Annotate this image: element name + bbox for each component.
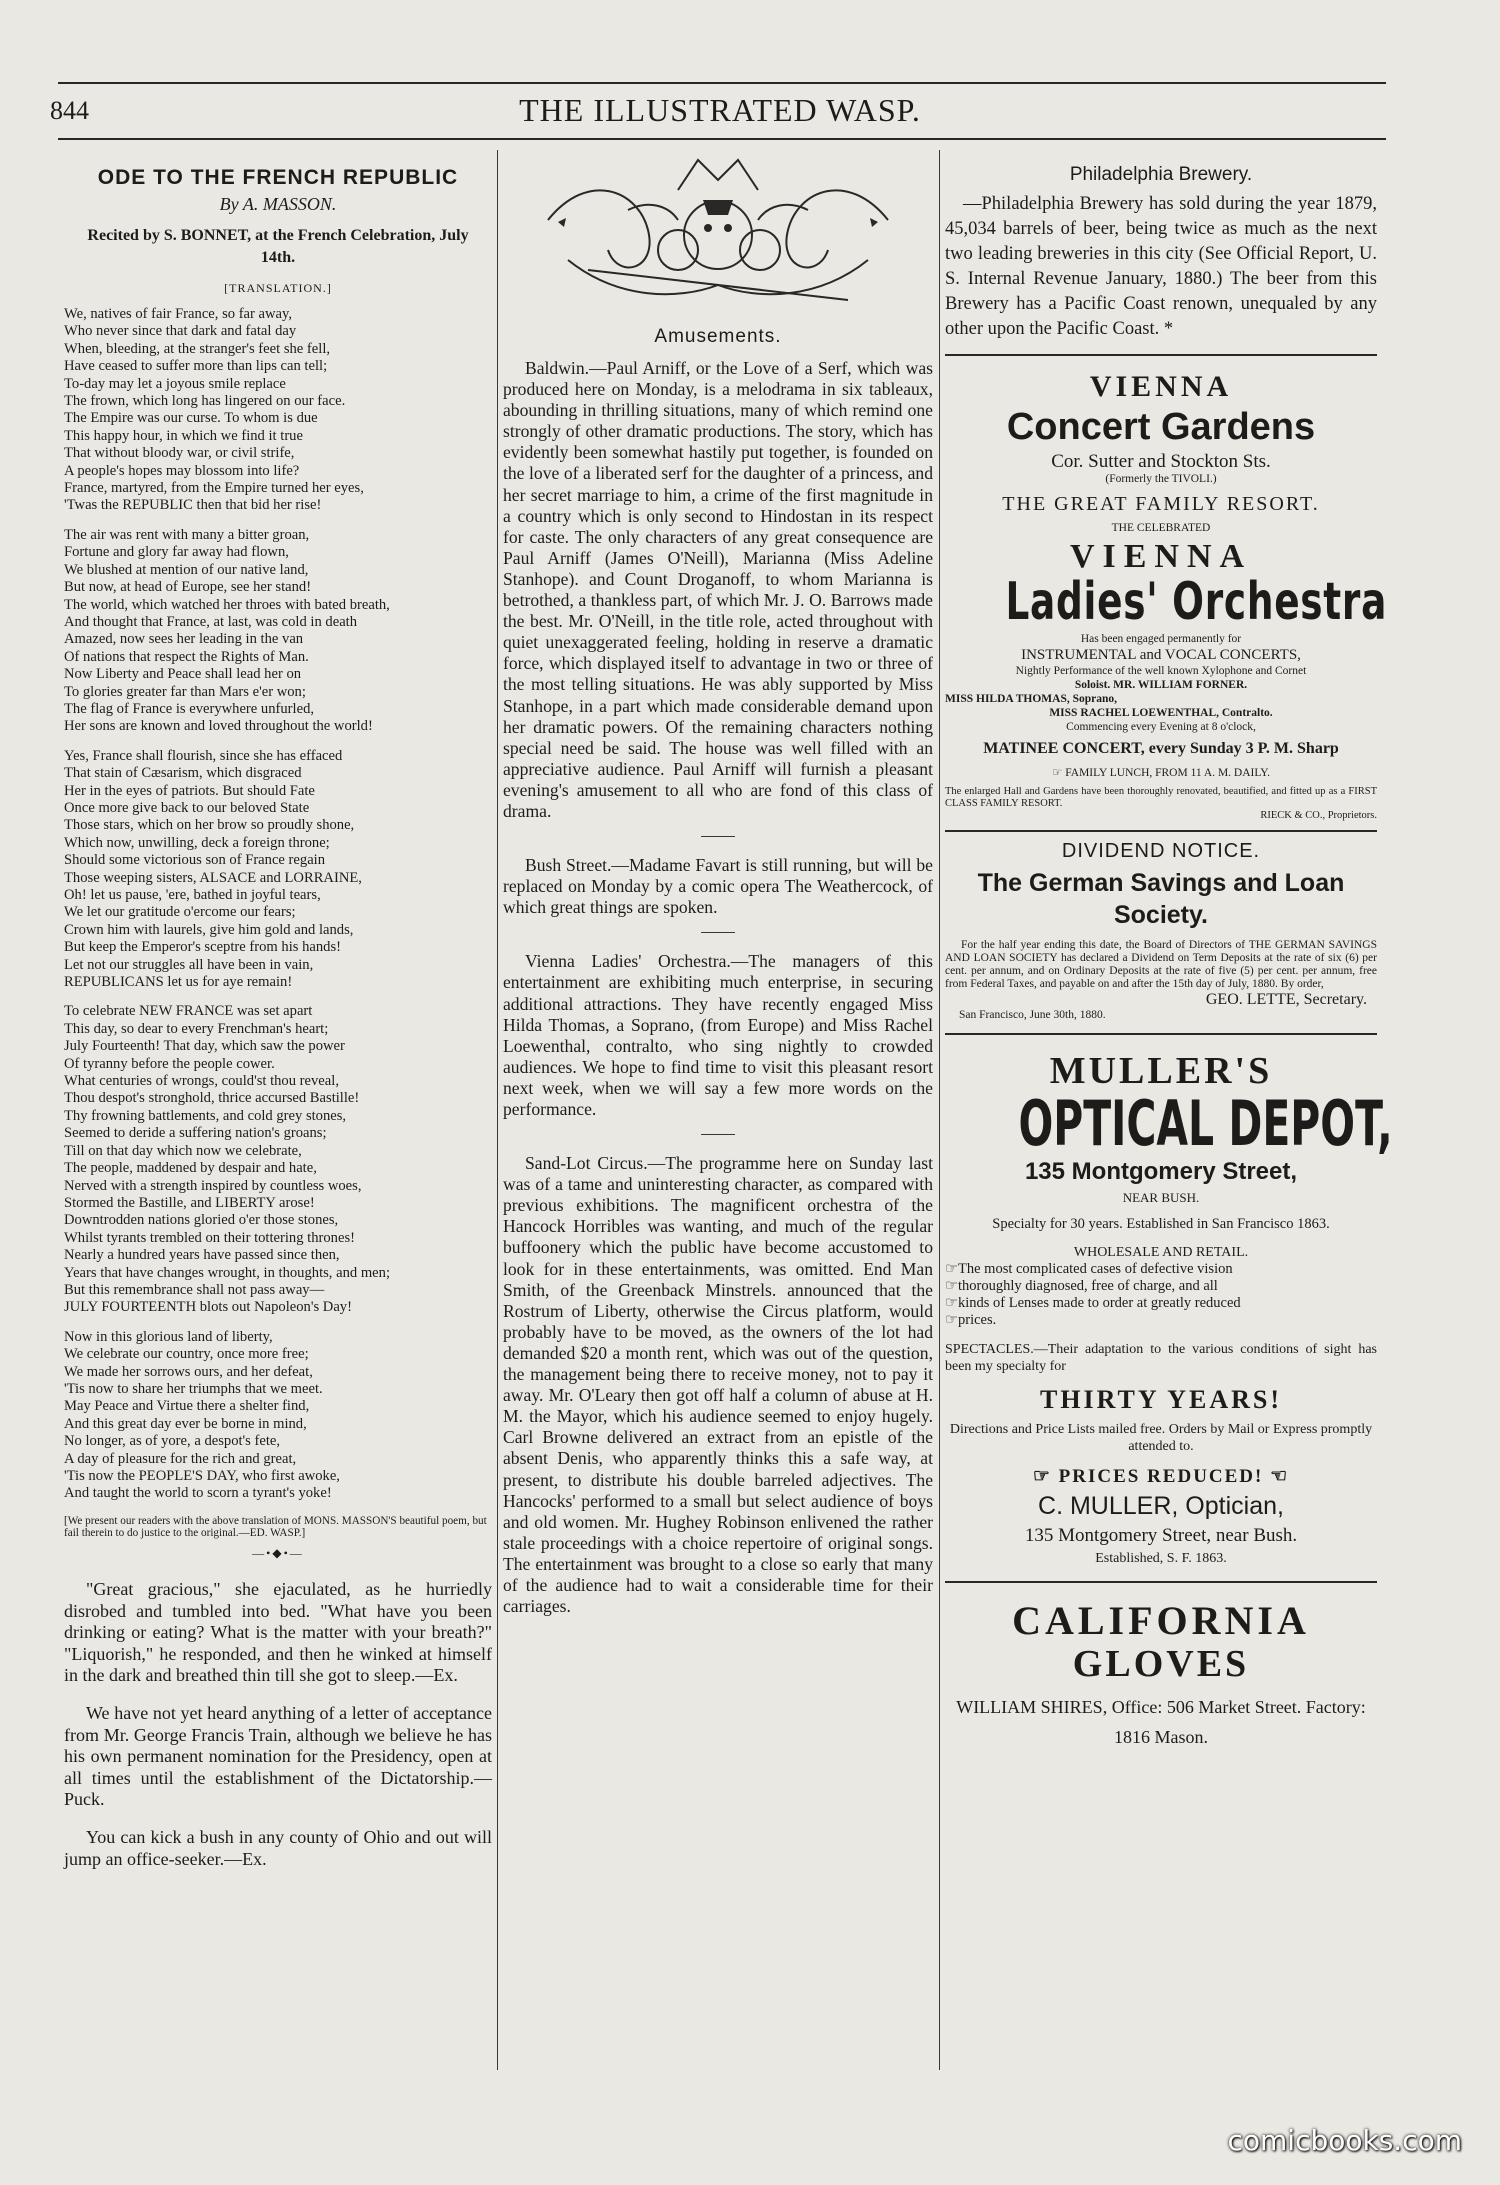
column-middle <box>503 150 933 1629</box>
gloves-heading: GLOVES <box>1072 1643 1250 1685</box>
poem-line: What centuries of wrongs, could'st thou reveal, <box>64 1073 339 1090</box>
poem-line: Downtrodden nations gloried o'er those stones, <box>64 1212 339 1229</box>
column-divider <box>939 150 940 2070</box>
amusements-title: Amusements. <box>654 326 782 347</box>
spectacles-line: SPECTACLES.—Their adaptation to the various conditions of sight has been my specialty for <box>945 1342 1377 1374</box>
bullet-line: ☞thoroughly diagnosed, free of charge, and all <box>945 1278 1218 1294</box>
amusement-paragraph: Sand-Lot Circus.—The programme here on Sunday last was of a tame and uninteresting character, as compared with previous exhibitions. The magnificent orchestra of the Hancock Horribles was wanting, and much of the regular buffoonery which the public have become accustomed to look for in these entertainments, was omitted. End Man Smith, of the Greenback Minstrels. announced that the Rostrum of Liberty, otherwise the Circus platform, would probably have to be moved, as the owners of the lot had demanded $20 a month rent, which was out of the question, the management being there to receive money, not to pay it away. Mr. O'Leary then got off half a column of abuse at H. M. the Mayor, which his audience seemed to enjoy hugely. Carl Browne delivered an extract from an epistle of the absent Denis, who apparently thinks this a safe way, at present, to distribute his double barreled adjectives. The Hancocks' performed to a small but select audience of boys and old women. Mr. Hughey Robinson enlivened the rather stale proceedings with a choice repertoire of original songs. The entertainment was brought to a close so early that many of the audience had to wait a considerable time for their carriages. <box>503 1153 933 1617</box>
poem-line: Those weeping sisters, ALSACE and LORRAINE, <box>64 869 362 886</box>
page-number: 844 <box>50 96 89 125</box>
short-rule <box>701 1134 735 1135</box>
vienna-heading: VIENNA <box>1089 370 1233 403</box>
poem-line: That stain of Cæsarism, which disgraced <box>64 765 302 782</box>
poem-line: Oh! let us pause, 'ere, bathed in joyful tears, <box>64 887 321 903</box>
amusement-paragraph: Baldwin.—Paul Arniff, or the Love of a Serf, which was produced here on Monday, is a melodrama in six tableaux, abounding in thrilling situations, many of which remind one strongly of other dramatic productions. The story, which has evidently been somewhat hastily put together, is founded on the love of a liberated serf for the daughter of a princess, and her secret marriage to him, a crime of the first magnitude in a country which is only second to Hindostan in its respect for caste. The only characters of any great consequence are Paul Arniff (James O'Neill), Marianna (Miss Adeline Stanhope). and Count Droganoff, to whom Marianna is betrothed, a thankless part, of which Mr. J. O. Barrows made the best. Mr. O'Neill, in the title role, acted throughout with quiet unexaggerated feeling, holding in reserve a dramatic force, which displayed itself to advantage in two or three of the most telling situations. He was ably supported by Miss Stanhope, in a part which made considerable demand upon her dramatic powers. Of the remaining characters nothing special need be said. The house was well filled with an appreciative audience. Paul Arniff will furnish a pleasant evening's amusement to all who are fond of this class of drama. <box>503 358 933 821</box>
poem-line: When, bleeding, at the stranger's feet she fell, <box>64 340 331 357</box>
column-right <box>945 150 1393 1752</box>
bullet-line: ☞The most complicated cases of defective vision <box>945 1261 1233 1277</box>
dividend-text: For the half year ending this date, the Board of Directors of THE GERMAN SAVINGS AND LOAN SOCIETY has declared a Dividend on Term Deposits at the rate of six (6) per cent. per annum, and on Ordinary Deposits at the rate of five (5) per cent. per annum, free from Federal Taxes, and payable on and after the 15th day of July, 1880. By order, <box>945 939 1377 990</box>
poem-line: Fortune and glory far away had flown, <box>64 544 289 561</box>
ad-rule <box>945 1581 1377 1583</box>
poem-line: A day of pleasure for the rich and great, <box>64 1450 297 1467</box>
brewery-text: —Philadelphia Brewery has sold during the year 1879, 45,034 barrels of beer, being twice as much as the next two leading breweries in this city (See Official Report, U. S. Internal Revenue January, 1880.) The beer from this Brewery has a Pacific Coast renown, unequaled by any other upon the Pacific Coast. * <box>945 194 1377 339</box>
dividend-date: San Francisco, June 30th, 1880. <box>959 1009 1106 1021</box>
page-header <box>50 92 1390 132</box>
nightly-line: Nightly Performance of the well known Xylophone and Cornet <box>1015 665 1307 677</box>
poem-line: Of nations that respect the Rights of Man. <box>64 648 309 665</box>
poem-line: 'Tis now the PEOPLE'S DAY, who first awoke, <box>64 1468 340 1484</box>
poem-line: Have ceased to suffer more than lips can tell; <box>64 358 328 375</box>
poem-stanza <box>64 748 492 992</box>
poem-line: 'Twas the REPUBLIC then that bid her rise! <box>64 497 322 514</box>
poem-line: Now Liberty and Peace shall lead her on <box>64 666 302 683</box>
poem-line: Her sons are known and loved throughout the world! <box>64 718 373 735</box>
poem-stanza <box>64 1329 492 1503</box>
editor-note: [We present our readers with the above translation of MONS. MASSON'S beautiful poem, but fail therein to do justice to the original.—ED. WASP.] <box>64 1514 487 1540</box>
poem-line: To-day may let a joyous smile replace <box>64 375 286 392</box>
poem-line: Those stars, which on her brow so proudly shone, <box>64 817 355 834</box>
california-gloves-ad <box>945 1597 1377 1752</box>
brewery-title: Philadelphia Brewery. <box>1069 164 1253 185</box>
column-left <box>64 150 492 1886</box>
poem-line: The air was rent with many a bitter groan, <box>64 526 310 543</box>
german-society-heading: The German Savings and Loan Society. <box>977 869 1345 929</box>
poem-line: July Fourteenth! That day, which saw the power <box>64 1038 345 1055</box>
vienna-heading-2: VIENNA <box>1069 538 1253 575</box>
poem-line: And thought that France, at last, was cold in death <box>64 613 358 630</box>
bullet-line: ☞kinds of Lenses made to order at greatly reduced <box>945 1295 1241 1311</box>
commencing-line: Commencing every Evening at 8 o'clock, <box>1066 721 1256 733</box>
poem-line: Thy frowning battlements, and cold grey stones, <box>64 1107 347 1124</box>
poem-line: May Peace and Virtue there a shelter find, <box>64 1398 310 1415</box>
poem-line: We made her sorrows ours, and her defeat, <box>64 1363 313 1380</box>
poem-line: Thou despot's stronghold, thrice accursed Bastille! <box>64 1090 360 1107</box>
poem-line: And this great day ever be borne in mind, <box>64 1415 307 1432</box>
poem-line: And taught the world to scorn a tyrant's yoke! <box>64 1485 332 1502</box>
poem-line: The world, which watched her throes with bated breath, <box>64 596 390 613</box>
brewery-notice <box>945 164 1377 342</box>
muller-address: 135 Montgomery Street, near Bush. <box>1024 1525 1298 1546</box>
poem-line: The flag of France is everywhere unfurled, <box>64 700 315 717</box>
poem-title: ODE TO THE FRENCH REPUBLIC <box>97 166 459 189</box>
poem-line: We celebrate our country, once more free; <box>64 1346 309 1363</box>
poem-line: Nerved with a strength inspired by countless woes, <box>64 1177 362 1194</box>
engaged-line: Has been engaged permanently for <box>1080 633 1242 645</box>
poem-line: Once more give back to our beloved State <box>64 799 310 816</box>
poem-line: Let not our struggles all have been in vain, <box>64 956 314 973</box>
poem-stanza <box>64 1003 492 1316</box>
poem-line: The frown, which long has lingered on our face. <box>64 393 346 410</box>
column-divider <box>497 150 498 2070</box>
vienna-formerly: (Formerly the TIVOLI.) <box>1105 473 1217 485</box>
muller-established: Established, S. F. 1863. <box>1095 1551 1227 1566</box>
poem-stanza <box>64 306 492 515</box>
hilda-line: MISS HILDA THOMAS, Soprano, <box>945 693 1118 705</box>
poem-recited: Recited by S. BONNET, at the French Celebration, July 14th. <box>87 227 469 266</box>
california-heading: CALIFORNIA <box>1012 1598 1310 1643</box>
poem-line: Yes, France shall flourish, since she has effaced <box>64 747 343 764</box>
ad-rule <box>945 1033 1377 1035</box>
celebrated: THE CELEBRATED <box>1111 522 1211 534</box>
bullet-line: ☞prices. <box>945 1312 997 1328</box>
enlarged-line: The enlarged Hall and Gardens have been thoroughly renovated, beautified, and fitted up as a FIRST CLASS FAMILY RESORT. <box>945 786 1377 809</box>
watermark: comicbooks.com <box>1227 2124 1462 2157</box>
poem-line: We, natives of fair France, so far away, <box>64 306 293 322</box>
vienna-concert-ad <box>945 370 1388 822</box>
amusement-paragraph: Bush Street.—Madame Favart is still running, but will be replaced on Monday by a comic opera The Weathercock, of which great things are spoken. <box>503 855 933 918</box>
specialty-line: Specialty for 30 years. Established in San Francisco 1863. <box>992 1216 1330 1232</box>
shires-line: WILLIAM SHIRES, Office: 506 Market Street. Factory: 1816 Mason. <box>956 1697 1366 1747</box>
poem-line: We blushed at mention of our native land, <box>64 561 309 578</box>
poem-line: That without bloody war, or civil strife, <box>64 445 295 462</box>
poem-line: REPUBLICANS let us for aye remain! <box>64 974 293 991</box>
ad-rule <box>945 830 1377 832</box>
short-rule <box>701 836 735 837</box>
poem-line: To celebrate NEW FRANCE was set apart <box>64 1003 313 1020</box>
poem-line: Her in the eyes of patriots. But should Fate <box>64 782 315 799</box>
poem-line: But now, at head of Europe, see her stand! <box>64 579 312 596</box>
ornament-divider: —•◆•— <box>252 1546 304 1560</box>
proprietors-line: RIECK & CO., Proprietors. <box>1260 810 1377 821</box>
lunch-line: ☞ FAMILY LUNCH, FROM 11 A. M. DAILY. <box>1052 767 1270 779</box>
poem-line: This happy hour, in which we find it true <box>64 427 303 444</box>
poem-line: We let our gratitude o'ercome our fears; <box>64 904 296 921</box>
muller-optical-ad <box>945 1049 1393 1567</box>
poem-line: Now in this glorious land of liberty, <box>64 1328 273 1345</box>
ornament-illustration-icon <box>528 150 908 320</box>
ladies-orchestra-heading: Ladies' Orchestra <box>1005 572 1388 632</box>
poem-line: To glories greater far than Mars e'er won; <box>64 683 306 700</box>
masthead: THE ILLUSTRATED WASP. <box>519 92 921 128</box>
family-resort: THE GREAT FAMILY RESORT. <box>1002 493 1320 515</box>
poem-line: Should some victorious son of France regain <box>64 852 326 869</box>
poem-line: Seemed to deride a suffering nation's groans; <box>64 1125 327 1142</box>
poem-body <box>64 306 492 1503</box>
rachel-line: MISS RACHEL LOEWENTHAL, Contralto. <box>1049 707 1273 719</box>
dividend-title: DIVIDEND NOTICE. <box>1061 840 1261 862</box>
poem-line: This day, so dear to every Frenchman's heart; <box>64 1020 329 1037</box>
ad-rule <box>945 354 1377 356</box>
poem-line: Nearly a hundred years have passed since then, <box>64 1247 340 1264</box>
poem-stanza <box>64 527 492 736</box>
wholesale-line: WHOLESALE AND RETAIL. <box>1073 1245 1249 1260</box>
soloist-line: Soloist. MR. WILLIAM FORNER. <box>1074 679 1248 691</box>
amusement-paragraph: Vienna Ladies' Orchestra.—The managers of this entertainment are exhibiting much enterprise, in securing additional attractions. They have recently engaged Miss Hilda Thomas, a Soprano, (from Europe) and Miss Rachel Loewenthal, contralto, who sing nightly to crowded audiences. We hope to find time to visit this pleasant resort next week, when we will say a few more words on the performance. <box>503 951 933 1119</box>
dividend-signature: GEO. LETTE, Secretary. <box>1205 991 1367 1008</box>
near-bush: NEAR BUSH. <box>1122 1190 1200 1205</box>
directions-line: Directions and Price Lists mailed free. Orders by Mail or Express promptly attended to. <box>949 1422 1373 1454</box>
header-rule <box>58 138 1386 140</box>
prose-paragraph: We have not yet heard anything of a letter of acceptance from Mr. George Francis Train, although we believe he has his own permanent nomination for the Presidency, open at all times until the establishment of the Dictatorship.—Puck. <box>64 1702 492 1810</box>
poem-line: The people, maddened by despair and hate, <box>64 1160 317 1177</box>
poem-line: But keep the Emperor's sceptre from his hands! <box>64 939 341 956</box>
poem-line: JULY FOURTEENTH blots out Napoleon's Day! <box>64 1299 352 1316</box>
dividend-notice <box>945 840 1377 1021</box>
optician-line: C. MULLER, Optician, <box>1038 1492 1284 1520</box>
poem-line: Of tyranny before the people cower. <box>64 1055 275 1072</box>
poem-line: Years that have changes wrought, in thoughts, and men; <box>64 1264 391 1281</box>
thirty-years: THIRTY YEARS! <box>1039 1385 1283 1414</box>
optical-depot-heading: OPTICAL DEPOT, <box>1018 1087 1393 1160</box>
poem-line: A people's hopes may blossom into life? <box>64 462 300 479</box>
prose-paragraph: You can kick a bush in any county of Ohio and out will jump an office-seeker.—Ex. <box>64 1826 492 1869</box>
prose-paragraph: "Great gracious," she ejaculated, as he hurriedly disrobed and tumbled into bed. "What have you been drinking or eating? What is the matter with your breath?" "Liquorish," he responded, and then he winked at himself in the dark and breathed thin till she got to sleep.—Ex. <box>64 1579 492 1686</box>
muller-street: 135 Montgomery Street, <box>1024 1158 1298 1185</box>
poem-line: Stormed the Bastille, and LIBERTY arose! <box>64 1194 315 1211</box>
concert-gardens-heading: Concert Gardens <box>1006 406 1316 448</box>
mullers-heading: MULLER'S <box>1049 1050 1273 1092</box>
poem-line: 'Tis now to share her triumphs that we meet. <box>64 1380 323 1397</box>
poem-line: Amazed, now sees her leading in the van <box>64 631 304 648</box>
poem-line: Which now, unwilling, deck a foreign throne; <box>64 834 330 851</box>
poem-line: The Empire was our curse. To whom is due <box>64 410 318 427</box>
poem-line: But this remembrance shall not pass away— <box>64 1281 325 1298</box>
poem-line: No longer, as of yore, a despot's fete, <box>64 1433 281 1450</box>
short-rule <box>701 932 735 933</box>
prices-reduced: ☞ PRICES REDUCED! ☜ <box>1032 1466 1290 1487</box>
poem-line: Whilst tyrants trembled on their tottering thrones! <box>64 1229 355 1246</box>
poem-line: Crown him with laurels, give him gold and lands, <box>64 921 354 938</box>
poem-byline: By A. MASSON. <box>219 194 337 214</box>
concerts-line: INSTRUMENTAL and VOCAL CONCERTS, <box>1021 647 1301 663</box>
translation-label: [TRANSLATION.] <box>224 281 332 295</box>
poem-line: Who never since that dark and fatal day <box>64 323 297 340</box>
vienna-address: Cor. Sutter and Stockton Sts. <box>1051 451 1271 472</box>
matinee-line: MATINEE CONCERT, every Sunday 3 P. M. Sharp <box>983 740 1339 757</box>
poem-line: France, martyred, from the Empire turned her eyes, <box>64 480 364 497</box>
poem-line: Till on that day which now we celebrate, <box>64 1142 302 1159</box>
